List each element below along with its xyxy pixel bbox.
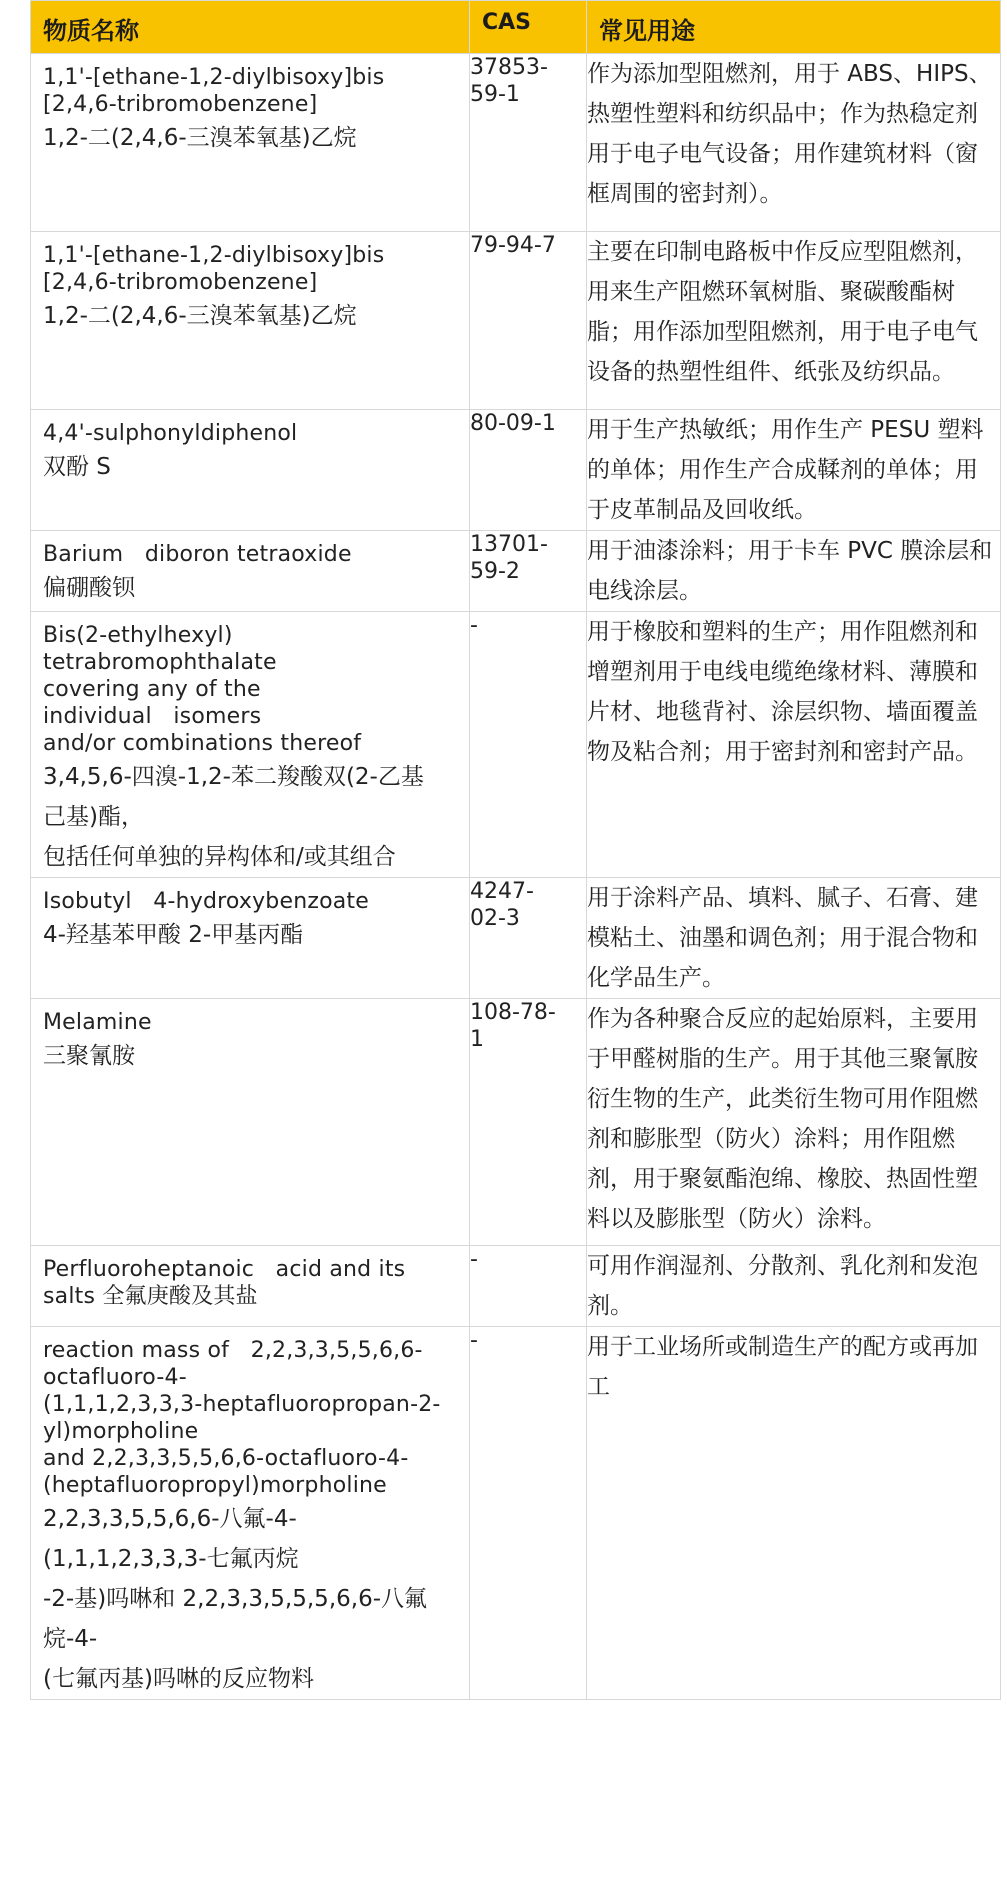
substance-name-chinese: 偏硼酸钡: [43, 575, 135, 601]
cell-substance-name: [31, 54, 470, 232]
cell-cas-number: 4247- 02-3: [470, 878, 587, 999]
cell-substance-name: [31, 612, 470, 878]
substance-name-english: 1,1'-[ethane-1,2-diylbisoxy]bis [2,4,6-tribromobenzene]: [43, 243, 385, 295]
substance-name-chinese: 3,4,5,6-四溴-1,2-苯二羧酸双(2-乙基 己基)酯， 包括任何单独的异构体和/或其组合: [43, 764, 424, 870]
table-row: [31, 54, 1001, 232]
substance-table: [30, 0, 1001, 1700]
cell-cas-number: -: [470, 1246, 587, 1327]
cell-common-use: 作为添加型阻燃剂，用于 ABS、HIPS、热塑性塑料和纺织品中；作为热稳定剂用于电子电气设备；用作建筑材料（窗框周围的密封剂）。: [587, 54, 1001, 232]
table-row: [31, 1327, 1001, 1700]
cell-substance-name: [31, 878, 470, 999]
cell-cas-number: 37853- 59-1: [470, 54, 587, 232]
substance-name-chinese: 三聚氰胺: [43, 1043, 135, 1069]
header-common-use: 常见用途: [587, 1, 1001, 54]
header-cas: CAS: [470, 1, 587, 54]
table-row: [31, 612, 1001, 878]
table-row: [31, 531, 1001, 612]
cell-cas-number: 79-94-7: [470, 232, 587, 410]
cell-cas-number: 13701- 59-2: [470, 531, 587, 612]
cell-cas-number: -: [470, 612, 587, 878]
cell-cas-number: 108-78- 1: [470, 999, 587, 1246]
cell-common-use: 可用作润湿剂、分散剂、乳化剂和发泡剂。: [587, 1246, 1001, 1327]
substance-name-chinese: 2,2,3,3,5,5,6,6-八氟-4- (1,1,1,2,3,3,3-七氟丙烷 -2-基)吗啉和 2,2,3,3,5,5,5,6,6-八氟 烷-4- (七氟丙基)吗啉的反应物料: [43, 1506, 428, 1692]
substance-name-chinese: 双酚 S: [43, 454, 111, 480]
cell-common-use: 用于橡胶和塑料的生产；用作阻燃剂和增塑剂用于电线电缆绝缘材料、薄膜和片材、地毯背衬、涂层织物、墙面覆盖物及粘合剂；用于密封剂和密封产品。: [587, 612, 1001, 878]
table-row: [31, 1246, 1001, 1327]
substance-name-chinese: 1,2-二(2,4,6-三溴苯氧基)乙烷: [43, 303, 357, 329]
cell-substance-name: [31, 232, 470, 410]
cell-substance-name: [31, 1246, 470, 1327]
table-row: [31, 878, 1001, 999]
substance-name-chinese: 1,2-二(2,4,6-三溴苯氧基)乙烷: [43, 125, 357, 151]
cell-common-use: 用于油漆涂料；用于卡车 PVC 膜涂层和电线涂层。: [587, 531, 1001, 612]
substance-name-english: Melamine: [43, 1010, 152, 1035]
cell-common-use: 用于涂料产品、填料、腻子、石膏、建模粘土、油墨和调色剂；用于混合物和化学品生产。: [587, 878, 1001, 999]
substance-name-english: Perfluoroheptanoic acid and its salts 全氟庚酸及其盐: [43, 1257, 406, 1309]
header-substance-name: 物质名称: [31, 1, 470, 54]
substance-name-english: 4,4'-sulphonyldiphenol: [43, 421, 298, 446]
substance-name-english: reaction mass of 2,2,3,3,5,5,6,6- octafluoro-4- (1,1,1,2,3,3,3-heptafluoropropan-2- yl)morpholine and 2,2,3,3,5,5,6,6-octafluoro-4- (heptafluoropropyl)morpholine: [43, 1338, 441, 1498]
cell-cas-number: -: [470, 1327, 587, 1700]
cell-common-use: 用于生产热敏纸；用作生产 PESU 塑料的单体；用作生产合成鞣剂的单体；用于皮革制品及回收纸。: [587, 410, 1001, 531]
substance-name-chinese: 4-羟基苯甲酸 2-甲基丙酯: [43, 922, 304, 948]
cell-substance-name: [31, 410, 470, 531]
table-row: [31, 999, 1001, 1246]
table-row: [31, 232, 1001, 410]
cell-substance-name: [31, 1327, 470, 1700]
cell-substance-name: [31, 531, 470, 612]
substance-name-english: Isobutyl 4-hydroxybenzoate: [43, 889, 369, 914]
substance-name-english: Bis(2-ethylhexyl) tetrabromophthalate covering any of the individual isomers and/or combinations thereof: [43, 623, 362, 756]
cell-cas-number: 80-09-1: [470, 410, 587, 531]
substance-name-english: Barium diboron tetraoxide: [43, 542, 352, 567]
cell-substance-name: [31, 999, 470, 1246]
cell-common-use: 主要在印制电路板中作反应型阻燃剂，用来生产阻燃环氧树脂、聚碳酸酯树脂；用作添加型阻燃剂，用于电子电气设备的热塑性组件、纸张及纺织品。: [587, 232, 1001, 410]
cell-common-use: 用于工业场所或制造生产的配方或再加工: [587, 1327, 1001, 1700]
cell-common-use: 作为各种聚合反应的起始原料，主要用于甲醛树脂的生产。用于其他三聚氰胺衍生物的生产，此类衍生物可用作阻燃剂和膨胀型（防火）涂料；用作阻燃剂，用于聚氨酯泡绵、橡胶、热固性塑料以及膨胀型（防火）涂料。: [587, 999, 1001, 1246]
substance-name-english: 1,1'-[ethane-1,2-diylbisoxy]bis [2,4,6-tribromobenzene]: [43, 65, 385, 117]
table-body: [31, 54, 1001, 1700]
table-row: [31, 410, 1001, 531]
table-header-row: [31, 1, 1001, 54]
